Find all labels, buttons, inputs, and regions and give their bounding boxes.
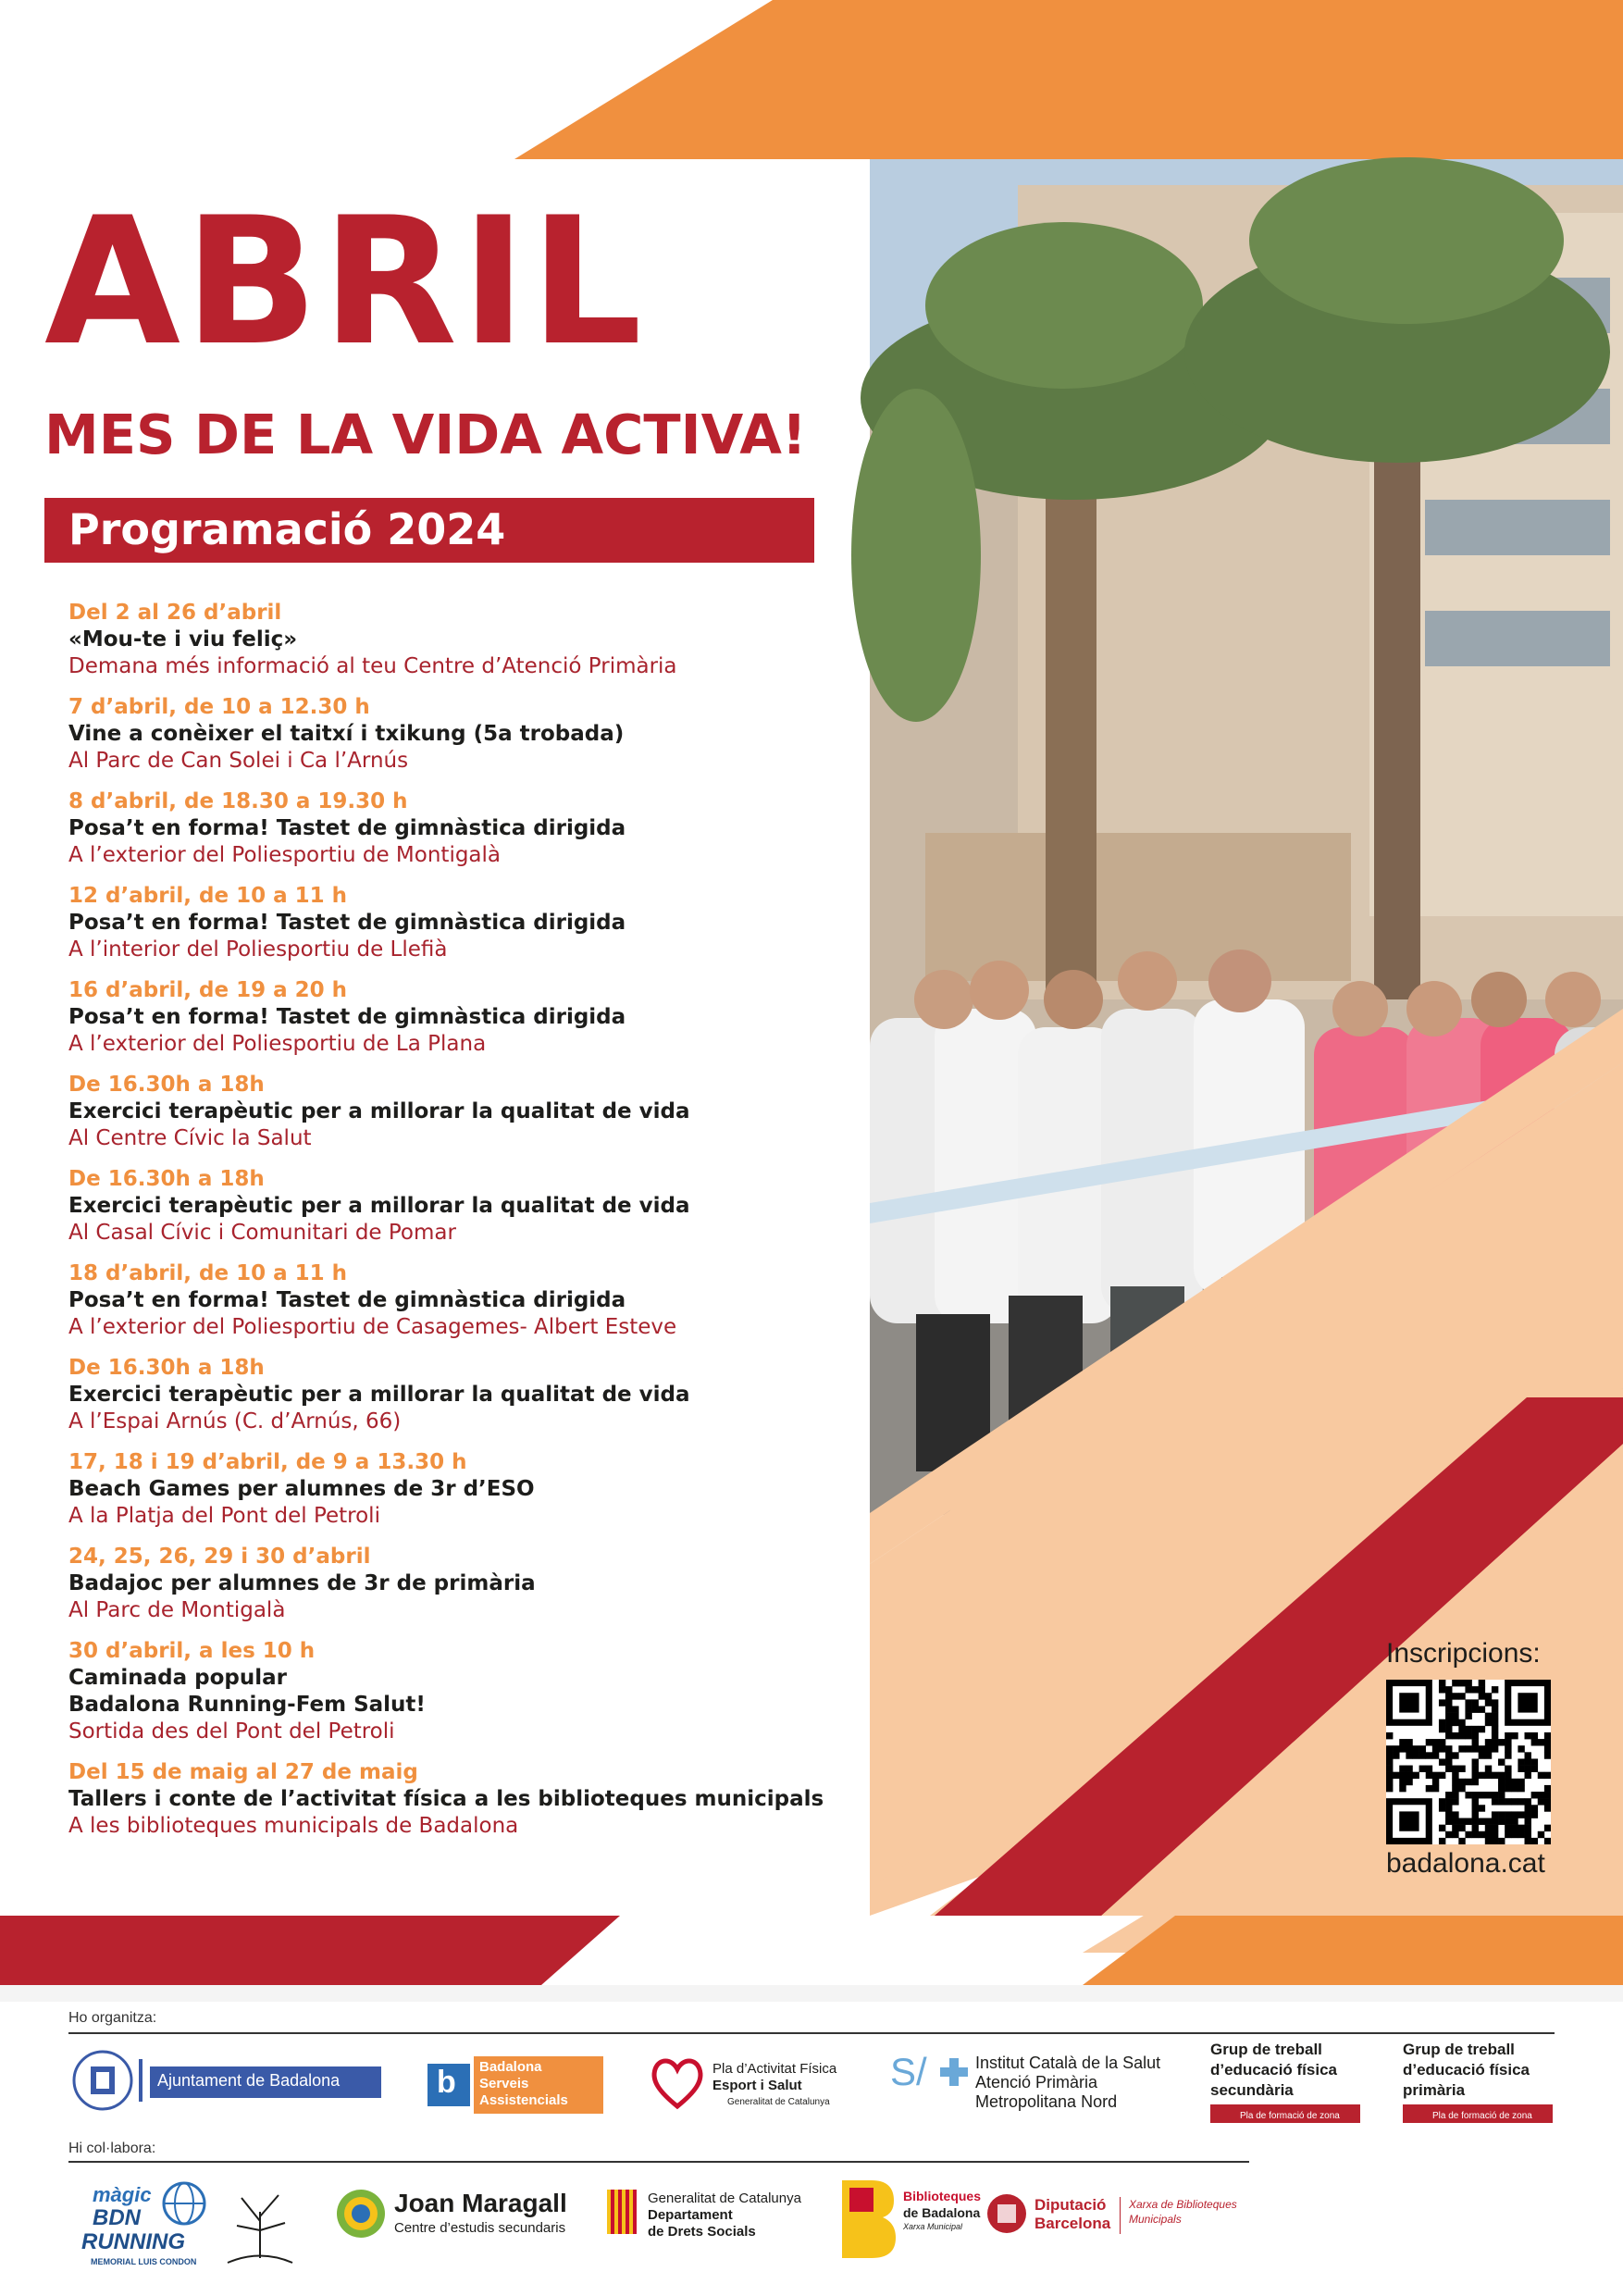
bsa-logo: b Badalona Serveis Assistencials xyxy=(427,2056,613,2114)
event-place: Al Parc de Montigalà xyxy=(68,1598,286,1622)
event-item xyxy=(68,977,846,1058)
globe-icon xyxy=(161,2180,207,2227)
grup-primaria-logo: Grup de treball d’educació física primària Pla de formació de zona xyxy=(1403,2040,1560,2128)
event-title: Posa’t en forma! Tastet de gimnàstica dirigida xyxy=(68,911,626,935)
event-place: Demana més informació al teu Centre d’Atenció Primària xyxy=(68,654,677,678)
event-place: A les biblioteques municipals de Badalona xyxy=(68,1814,519,1838)
event-list xyxy=(68,600,846,1854)
program-label: Programació 2024 xyxy=(68,504,506,554)
diputacio-barcelona-logo: Diputació Barcelona Xarxa de Biblioteques Municipals xyxy=(986,2193,1264,2245)
tree-logo xyxy=(218,2175,302,2267)
event-place: Al Centre Cívic la Salut xyxy=(68,1126,312,1150)
event-title: Posa’t en forma! Tastet de gimnàstica dirigida xyxy=(68,1288,626,1312)
senyera-icon xyxy=(607,2190,637,2234)
organizes-label: Ho organitza: xyxy=(68,2010,157,2026)
magic-bdn-running-logo: màgic BDN RUNNING MEMORIAL LUIS CONDON xyxy=(68,2180,207,2282)
heart-icon xyxy=(650,2053,705,2112)
grup-secundaria-logo: Grup de treball d’educació física secundària Pla de formació de zona xyxy=(1210,2040,1368,2128)
event-item xyxy=(68,1449,846,1530)
event-place: A l’exterior del Poliesportiu de Casagemes- Albert Esteve xyxy=(68,1315,677,1339)
bottom-orange-band xyxy=(1083,1916,1623,1985)
page-subtitle: MES DE LA VIDA ACTIVA! xyxy=(44,403,807,466)
biblioteques-badalona-logo: Biblioteques de Badalona Xarxa Municipal xyxy=(838,2180,1005,2258)
ics-mark: S/ xyxy=(890,2050,927,2093)
event-date: Del 2 al 26 d’abril xyxy=(68,601,282,625)
ajuntament-logo xyxy=(72,2050,387,2111)
event-title: Beach Games per alumnes de 3r d’ESO xyxy=(68,1477,535,1501)
event-place: Al Parc de Can Solei i Ca l’Arnús xyxy=(68,749,409,773)
event-item xyxy=(68,1638,846,1745)
joan-maragall-logo: Joan Maragall Centre d’estudis secundaris xyxy=(335,2188,594,2249)
collaborates-divider xyxy=(68,2161,1249,2163)
event-place: A l’exterior del Poliesportiu de La Plana xyxy=(68,1032,487,1056)
registration-url[interactable]: badalona.cat xyxy=(1386,1848,1545,1879)
event-item xyxy=(68,788,846,869)
event-title: Vine a conèixer el taitxí i txikung (5a trobada) xyxy=(68,722,625,746)
registration-qr-code[interactable] xyxy=(1386,1680,1551,1844)
event-item xyxy=(68,1260,846,1341)
organizes-divider xyxy=(68,2032,1555,2034)
event-item xyxy=(68,1072,846,1152)
pfz-badge: Pla de formació de zona xyxy=(1403,2104,1553,2123)
event-date: 17, 18 i 19 d’abril, de 9 a 13.30 h xyxy=(68,1450,467,1474)
event-item xyxy=(68,600,846,680)
event-place: A l’interior del Poliesportiu de Llefià xyxy=(68,937,448,962)
sun-icon xyxy=(335,2188,387,2240)
event-date: 18 d’abril, de 10 a 11 h xyxy=(68,1261,348,1285)
badalona-shield-icon xyxy=(72,2050,133,2111)
qr-code-icon xyxy=(1386,1680,1551,1844)
event-item xyxy=(68,883,846,963)
page-title: ABRIL xyxy=(44,180,646,384)
event-title: Exercici terapèutic per a millorar la qualitat de vida xyxy=(68,1194,690,1218)
event-item xyxy=(68,1355,846,1435)
event-date: 8 d’abril, de 18.30 a 19.30 h xyxy=(68,789,408,813)
event-item xyxy=(68,1544,846,1624)
diba-seal-icon xyxy=(986,2193,1027,2234)
ics-logo: S/ Institut Català de la Salut Atenció Primària Metropolitana Nord xyxy=(890,2050,1161,2111)
event-place: Sortida des del Pont del Petroli xyxy=(68,1719,395,1744)
event-title: Posa’t en forma! Tastet de gimnàstica dirigida xyxy=(68,1005,626,1029)
event-date: 12 d’abril, de 10 a 11 h xyxy=(68,884,348,908)
event-place: A l’exterior del Poliesportiu de Montigalà xyxy=(68,843,502,867)
event-item xyxy=(68,1759,846,1840)
bottom-red-band xyxy=(0,1916,620,1985)
event-date: 16 d’abril, de 19 a 20 h xyxy=(68,978,348,1002)
cross-icon xyxy=(938,2056,970,2088)
tree-icon xyxy=(218,2175,302,2267)
event-item xyxy=(68,1166,846,1247)
collaborates-label: Hi col·labora: xyxy=(68,2141,156,2156)
event-date: De 16.30h a 18h xyxy=(68,1167,265,1191)
event-item xyxy=(68,694,846,775)
event-date: Del 15 de maig al 27 de maig xyxy=(68,1760,418,1784)
event-place: A l’Espai Arnús (C. d’Arnús, 66) xyxy=(68,1409,402,1433)
event-date: 24, 25, 26, 29 i 30 d’abril xyxy=(68,1545,371,1569)
event-date: 7 d’abril, de 10 a 12.30 h xyxy=(68,695,370,719)
event-title: Badalona Running-Fem Salut! xyxy=(68,1693,426,1717)
event-title: Badajoc per alumnes de 3r de primària xyxy=(68,1571,536,1595)
event-date: De 16.30h a 18h xyxy=(68,1073,265,1097)
event-place: Al Casal Cívic i Comunitari de Pomar xyxy=(68,1221,456,1245)
registration-label: Inscripcions: xyxy=(1386,1638,1541,1669)
event-place: A la Platja del Pont del Petroli xyxy=(68,1504,380,1528)
event-title: Exercici terapèutic per a millorar la qualitat de vida xyxy=(68,1099,690,1123)
library-b-icon xyxy=(838,2180,898,2258)
event-title: Posa’t en forma! Tastet de gimnàstica dirigida xyxy=(68,816,626,840)
gencat-logo: Generalitat de Catalunya Departament de Drets Socials xyxy=(607,2190,820,2249)
pfz-badge: Pla de formació de zona xyxy=(1210,2104,1360,2123)
ajuntament-name: Ajuntament de Badalona xyxy=(157,2071,341,2090)
pafes-logo: Pla d’Activitat Física Esport i Salut Generalitat de Catalunya xyxy=(650,2053,872,2117)
event-title: «Mou-te i viu feliç» xyxy=(68,627,298,652)
event-title: Tallers i conte de l’activitat física a les biblioteques municipals xyxy=(68,1787,824,1811)
top-orange-band xyxy=(514,0,1623,159)
event-date: De 16.30h a 18h xyxy=(68,1356,265,1380)
event-title: Caminada popular xyxy=(68,1666,287,1690)
event-title: Exercici terapèutic per a millorar la qualitat de vida xyxy=(68,1383,690,1407)
event-date: 30 d’abril, a les 10 h xyxy=(68,1639,316,1663)
